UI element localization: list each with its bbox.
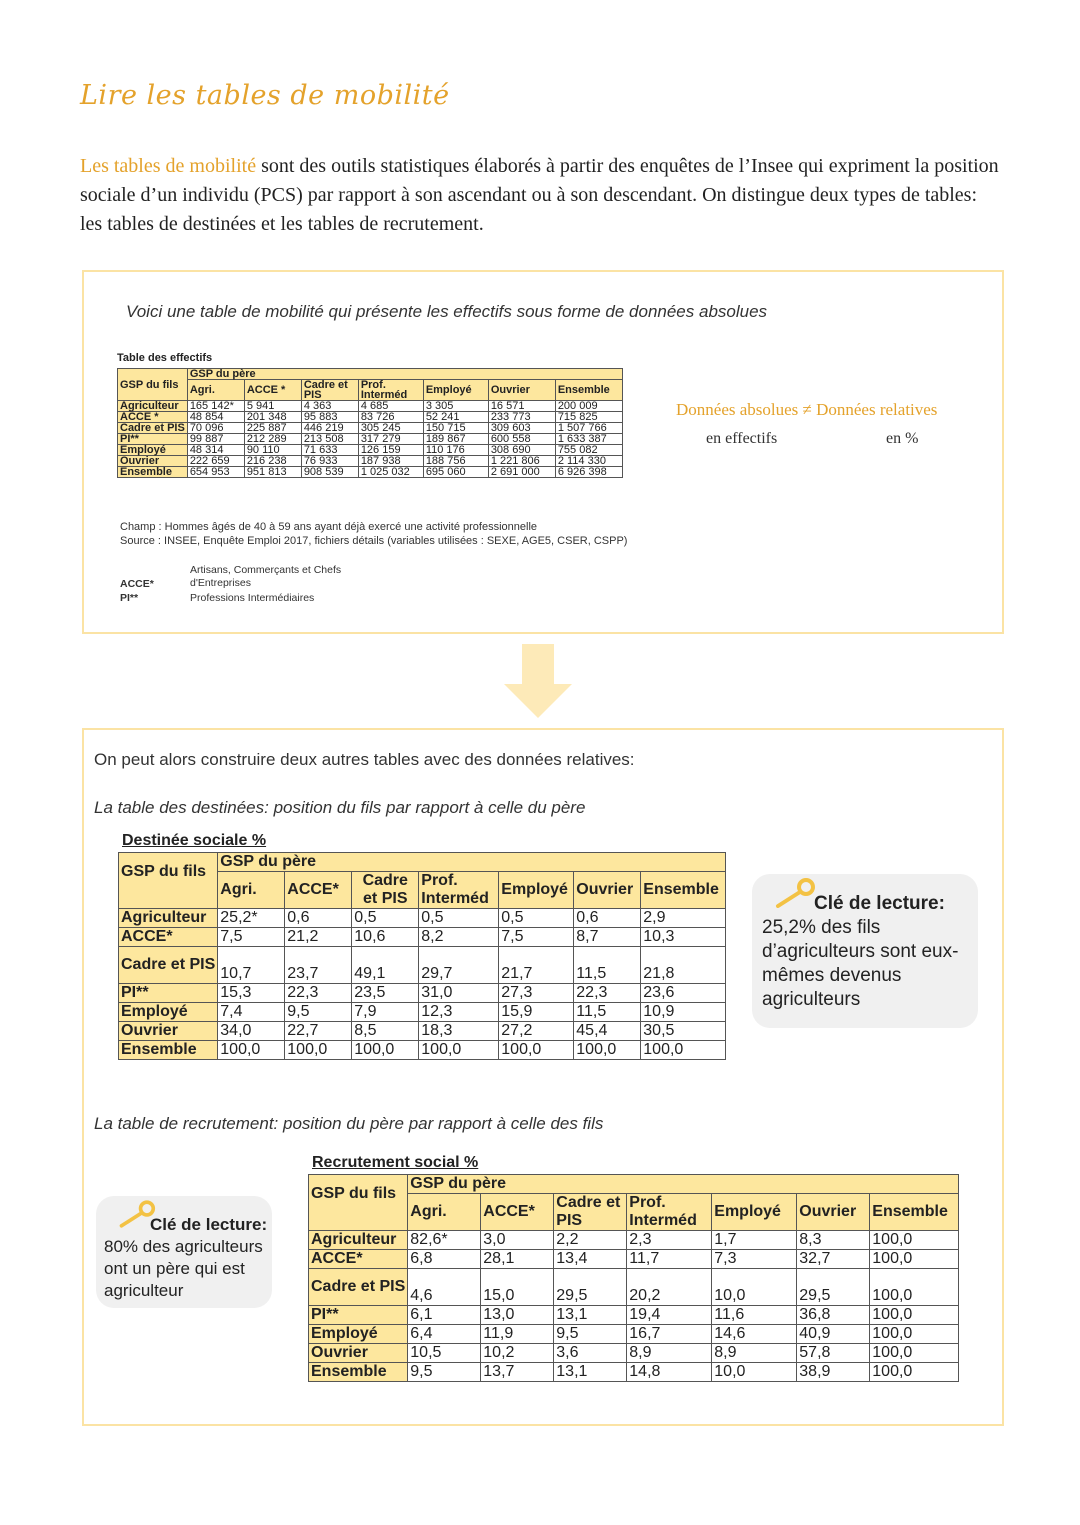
table-cell: 1 633 387 — [555, 434, 622, 445]
key2-text: 80% des agriculteurs ont un père qui est agriculteur — [104, 1237, 263, 1300]
row-label: Ensemble — [309, 1363, 408, 1382]
table-row — [119, 1022, 726, 1041]
table-cell: 1 507 766 — [555, 423, 622, 434]
table-cell: 100,0 — [285, 1041, 352, 1060]
table-cell: 0,5 — [499, 909, 574, 928]
table-cell: 22,3 — [285, 984, 352, 1003]
recrutement-table — [308, 1174, 959, 1382]
table-cell: 0,5 — [352, 909, 419, 928]
table-cell: 7,9 — [352, 1003, 419, 1022]
row-label: Ensemble — [119, 1041, 218, 1060]
row-label: ACCE* — [119, 928, 218, 947]
table-cell: 3 305 — [423, 401, 488, 412]
table-cell: 189 867 — [423, 434, 488, 445]
table-cell: 908 539 — [301, 467, 358, 478]
table-cell: 7,5 — [218, 928, 285, 947]
table-cell: 695 060 — [423, 467, 488, 478]
abbr-acce-key: ACCE* — [120, 578, 154, 590]
table-cell: 8,7 — [574, 928, 641, 947]
table-cell: 28,1 — [481, 1250, 554, 1269]
table-cell: 100,0 — [870, 1325, 959, 1344]
table-row — [118, 401, 623, 412]
row-label: PI** — [118, 434, 188, 445]
table-cell: 8,2 — [419, 928, 499, 947]
table-cell: 6,1 — [408, 1306, 481, 1325]
key2-title: Clé de lecture: — [150, 1215, 268, 1234]
table-cell: 76 933 — [301, 456, 358, 467]
col-header: Ouvrier — [797, 1194, 870, 1231]
intro-paragraph — [80, 152, 1000, 239]
row-label: Cadre et PIS — [309, 1269, 408, 1306]
row-label: Cadre et PIS — [119, 947, 218, 984]
row-label: Ensemble — [118, 467, 188, 478]
table-row — [309, 1344, 959, 1363]
table-cell: 7,5 — [499, 928, 574, 947]
col-header: Ouvrier — [488, 380, 555, 401]
page-title: Lire les tables de mobilité — [80, 80, 450, 111]
table-cell: 40,9 — [797, 1325, 870, 1344]
table-cell: 225 887 — [244, 423, 301, 434]
row-label: Agriculteur — [119, 909, 218, 928]
table-cell: 8,9 — [627, 1344, 712, 1363]
table-cell: 15,0 — [481, 1269, 554, 1306]
table-cell: 71 633 — [301, 445, 358, 456]
table-cell: 309 603 — [488, 423, 555, 434]
table-row — [309, 1250, 959, 1269]
col-header: Agri. — [218, 872, 285, 909]
table-cell: 23,6 — [641, 984, 726, 1003]
table-cell: 10,3 — [641, 928, 726, 947]
col-header: Ensemble — [555, 380, 622, 401]
side-title: Données absolues ≠ Données relatives — [676, 400, 938, 419]
table-cell: 100,0 — [574, 1041, 641, 1060]
col-header: Agri. — [408, 1194, 481, 1231]
table-cell: 27,2 — [499, 1022, 574, 1041]
col-header: Prof. Interméd — [627, 1194, 712, 1231]
table-cell: 29,7 — [419, 947, 499, 984]
abbr-pi-key: PI** — [120, 592, 139, 604]
table-cell: 2,2 — [554, 1231, 627, 1250]
table-cell: 34,0 — [218, 1022, 285, 1041]
table-cell: 6,4 — [408, 1325, 481, 1344]
table-cell: 52 241 — [423, 412, 488, 423]
col-header: Cadre et PIS — [554, 1194, 627, 1231]
relative-data-panel — [82, 728, 1004, 1426]
table-cell: 2,9 — [641, 909, 726, 928]
table-cell: 10,2 — [481, 1344, 554, 1363]
table-cell: 20,2 — [627, 1269, 712, 1306]
source-text: Source : INSEE, Enquête Emploi 2017, fichiers détails (variables utilisées : SEXE, AGE5, CSER, CSPP) — [120, 535, 628, 547]
table-cell: 150 715 — [423, 423, 488, 434]
table-cell: 29,5 — [797, 1269, 870, 1306]
table-cell: 10,0 — [712, 1269, 797, 1306]
col-header: Employé — [499, 872, 574, 909]
table-row — [309, 1306, 959, 1325]
table-row — [119, 928, 726, 947]
table-cell: 2 691 000 — [488, 467, 555, 478]
table-row — [118, 423, 623, 434]
table-cell: 49,1 — [352, 947, 419, 984]
table-cell: 14,8 — [627, 1363, 712, 1382]
table-cell: 7,3 — [712, 1250, 797, 1269]
table-cell: 126 159 — [358, 445, 423, 456]
row-label: ACCE* — [309, 1250, 408, 1269]
table-cell: 8,3 — [797, 1231, 870, 1250]
table-cell: 3,0 — [481, 1231, 554, 1250]
table-cell: 100,0 — [870, 1306, 959, 1325]
table-cell: 10,5 — [408, 1344, 481, 1363]
table-cell: 951 813 — [244, 467, 301, 478]
table-cell: 212 289 — [244, 434, 301, 445]
table-cell: 15,9 — [499, 1003, 574, 1022]
table-row — [119, 984, 726, 1003]
father-header: GSP du père — [187, 369, 622, 380]
table-cell: 308 690 — [488, 445, 555, 456]
row-label: ACCE * — [118, 412, 188, 423]
col-header: Ensemble — [641, 872, 726, 909]
table-cell: 31,0 — [419, 984, 499, 1003]
panel1-intro: Voici une table de mobilité qui présente les effectifs sous forme de données absolues — [126, 302, 768, 321]
col-header: ACCE* — [285, 872, 352, 909]
key1-box — [752, 874, 978, 1028]
table-cell: 213 508 — [301, 434, 358, 445]
table-cell: 18,3 — [419, 1022, 499, 1041]
col-header: Employé — [712, 1194, 797, 1231]
table-row — [118, 467, 623, 478]
table-cell: 21,7 — [499, 947, 574, 984]
table-cell: 12,3 — [419, 1003, 499, 1022]
table-cell: 25,2* — [218, 909, 285, 928]
table-cell: 9,5 — [408, 1363, 481, 1382]
table-cell: 755 082 — [555, 445, 622, 456]
table-cell: 30,5 — [641, 1022, 726, 1041]
table-cell: 36,8 — [797, 1306, 870, 1325]
side-right: en % — [886, 430, 919, 447]
table-cell: 10,0 — [712, 1363, 797, 1382]
table-cell: 15,3 — [218, 984, 285, 1003]
key1-title: Clé de lecture: — [814, 893, 945, 914]
table-cell: 83 726 — [358, 412, 423, 423]
table-cell: 23,5 — [352, 984, 419, 1003]
col-header: Ouvrier — [574, 872, 641, 909]
col-header: Ensemble — [870, 1194, 959, 1231]
table-cell: 23,7 — [285, 947, 352, 984]
table-cell: 32,7 — [797, 1250, 870, 1269]
table-cell: 13,0 — [481, 1306, 554, 1325]
col-header: ACCE * — [244, 380, 301, 401]
table-row — [118, 445, 623, 456]
row-label: Employé — [118, 445, 188, 456]
col-header: Cadre et PIS — [352, 872, 419, 909]
rec-caption: Recrutement social % — [312, 1154, 479, 1171]
table-cell: 10,7 — [218, 947, 285, 984]
son-header: GSP du fils — [309, 1175, 408, 1231]
table-cell: 48 314 — [187, 445, 244, 456]
champ-text: Champ : Hommes âgés de 40 à 59 ans ayant déjà exercé une activité professionnelle — [120, 521, 538, 533]
key-icon — [772, 878, 816, 908]
table-cell: 110 176 — [423, 445, 488, 456]
table-cell: 11,7 — [627, 1250, 712, 1269]
table-cell: 13,1 — [554, 1363, 627, 1382]
table-cell: 5 941 — [244, 401, 301, 412]
row-label: Employé — [119, 1003, 218, 1022]
table-cell: 27,3 — [499, 984, 574, 1003]
table-row — [309, 1231, 959, 1250]
table-cell: 100,0 — [499, 1041, 574, 1060]
table-cell: 0,5 — [419, 909, 499, 928]
table-cell: 305 245 — [358, 423, 423, 434]
table-cell: 317 279 — [358, 434, 423, 445]
table-cell: 95 883 — [301, 412, 358, 423]
row-label: Cadre et PIS — [118, 423, 188, 434]
table-cell: 4 685 — [358, 401, 423, 412]
destinee-table — [118, 852, 726, 1060]
row-label: Agriculteur — [118, 401, 188, 412]
table-cell: 7,4 — [218, 1003, 285, 1022]
table-row — [118, 412, 623, 423]
table-cell: 21,2 — [285, 928, 352, 947]
table-cell: 654 953 — [187, 467, 244, 478]
row-label: Employé — [309, 1325, 408, 1344]
table-cell: 70 096 — [187, 423, 244, 434]
arrow-down-icon-head — [504, 684, 572, 718]
table-cell: 4,6 — [408, 1269, 481, 1306]
table-row — [309, 1363, 959, 1382]
row-label: Ouvrier — [118, 456, 188, 467]
table-cell: 45,4 — [574, 1022, 641, 1041]
table-cell: 11,9 — [481, 1325, 554, 1344]
key1-text: 25,2% des fils d’agriculteurs sont eux-mêmes devenus agriculteurs — [762, 917, 959, 1010]
table-cell: 600 558 — [488, 434, 555, 445]
table-cell: 100,0 — [352, 1041, 419, 1060]
row-label: Agriculteur — [309, 1231, 408, 1250]
table-cell: 11,5 — [574, 1003, 641, 1022]
col-header: Employé — [423, 380, 488, 401]
table-cell: 38,9 — [797, 1363, 870, 1382]
table-cell: 14,6 — [712, 1325, 797, 1344]
arrow-down-icon — [522, 644, 554, 684]
table-cell: 6 926 398 — [555, 467, 622, 478]
table-cell: 6,8 — [408, 1250, 481, 1269]
table-row — [118, 456, 623, 467]
col-header: ACCE* — [481, 1194, 554, 1231]
key2-box — [96, 1196, 272, 1308]
intro-rest: sont des outils statistiques élaborés à partir des enquêtes de l’Insee qui expriment la position sociale d’un individu (PCS) par rapport à son ascendant ou à son descendant. On distingue deux types de tables: les tables de destinées et les tables de recrutement. — [80, 155, 999, 235]
table-cell: 11,5 — [574, 947, 641, 984]
table-cell: 3,6 — [554, 1344, 627, 1363]
father-header: GSP du père — [408, 1175, 959, 1194]
abbr-pi-val: Professions Intermédiaires — [190, 592, 315, 604]
row-label: PI** — [309, 1306, 408, 1325]
absolute-data-panel — [82, 270, 1004, 634]
table-cell: 0,6 — [574, 909, 641, 928]
side-left: en effectifs — [706, 430, 778, 447]
table-cell: 13,4 — [554, 1250, 627, 1269]
table-row — [309, 1269, 959, 1306]
table-cell: 715 825 — [555, 412, 622, 423]
father-header: GSP du père — [218, 853, 726, 872]
table-cell: 100,0 — [870, 1344, 959, 1363]
table-cell: 99 887 — [187, 434, 244, 445]
table-cell: 100,0 — [870, 1363, 959, 1382]
table-cell: 13,7 — [481, 1363, 554, 1382]
table-cell: 13,1 — [554, 1306, 627, 1325]
table-cell: 8,9 — [712, 1344, 797, 1363]
table-cell: 100,0 — [419, 1041, 499, 1060]
table-cell: 90 110 — [244, 445, 301, 456]
table-cell: 22,7 — [285, 1022, 352, 1041]
table-cell: 100,0 — [870, 1231, 959, 1250]
table-row — [119, 1041, 726, 1060]
table-cell: 8,5 — [352, 1022, 419, 1041]
table-cell: 100,0 — [870, 1250, 959, 1269]
dest-caption: Destinée sociale % — [122, 832, 267, 849]
table-cell: 2 114 330 — [555, 456, 622, 467]
dest-intro: La table des destinées: position du fils par rapport à celle du père — [94, 798, 586, 817]
table-cell: 9,5 — [285, 1003, 352, 1022]
table-cell: 0,6 — [285, 909, 352, 928]
col-header: Prof. Interméd — [419, 872, 499, 909]
son-header: GSP du fils — [119, 853, 218, 909]
table-row — [309, 1325, 959, 1344]
table-cell: 188 756 — [423, 456, 488, 467]
row-label: Ouvrier — [119, 1022, 218, 1041]
table-cell: 10,9 — [641, 1003, 726, 1022]
row-label: Ouvrier — [309, 1344, 408, 1363]
table-cell: 201 348 — [244, 412, 301, 423]
table-cell: 100,0 — [870, 1269, 959, 1306]
effectifs-table — [117, 368, 623, 478]
table-cell: 48 854 — [187, 412, 244, 423]
panel2-intro: On peut alors construire deux autres tables avec des données relatives: — [94, 750, 635, 769]
table-cell: 16,7 — [627, 1325, 712, 1344]
table-cell: 222 659 — [187, 456, 244, 467]
table-cell: 4 363 — [301, 401, 358, 412]
col-header: Agri. — [187, 380, 244, 401]
table-cell: 200 009 — [555, 401, 622, 412]
table-cell: 82,6* — [408, 1231, 481, 1250]
table-cell: 9,5 — [554, 1325, 627, 1344]
table-cell: 10,6 — [352, 928, 419, 947]
champ-source-note — [120, 520, 680, 548]
table-cell: 21,8 — [641, 947, 726, 984]
abbr-acce-val: Artisans, Commerçants et Chefs d'Entreprises — [190, 564, 342, 589]
table-cell: 1,7 — [712, 1231, 797, 1250]
table-cell: 19,4 — [627, 1306, 712, 1325]
table-cell: 16 571 — [488, 401, 555, 412]
col-header: Cadre et PIS — [301, 380, 358, 401]
table-cell: 216 238 — [244, 456, 301, 467]
son-header: GSP du fils — [118, 369, 188, 401]
table-cell: 22,3 — [574, 984, 641, 1003]
table-row — [119, 947, 726, 984]
table-cell: 187 938 — [358, 456, 423, 467]
table-cell: 1 221 806 — [488, 456, 555, 467]
table-cell: 446 219 — [301, 423, 358, 434]
table-cell: 100,0 — [641, 1041, 726, 1060]
table-cell: 57,8 — [797, 1344, 870, 1363]
table-cell: 100,0 — [218, 1041, 285, 1060]
col-header: Prof. Interméd — [358, 380, 423, 401]
table-row — [119, 1003, 726, 1022]
table-cell: 233 773 — [488, 412, 555, 423]
table-cell: 2,3 — [627, 1231, 712, 1250]
table-cell: 29,5 — [554, 1269, 627, 1306]
effectifs-caption: Table des effectifs — [117, 352, 213, 364]
row-label: PI** — [119, 984, 218, 1003]
table-row — [119, 909, 726, 928]
table-cell: 1 025 032 — [358, 467, 423, 478]
table-row — [118, 434, 623, 445]
intro-highlight: Les tables de mobilité — [80, 155, 257, 177]
table-cell: 165 142* — [187, 401, 244, 412]
rec-intro: La table de recrutement: position du père par rapport à celle des fils — [94, 1114, 604, 1133]
table-cell: 11,6 — [712, 1306, 797, 1325]
